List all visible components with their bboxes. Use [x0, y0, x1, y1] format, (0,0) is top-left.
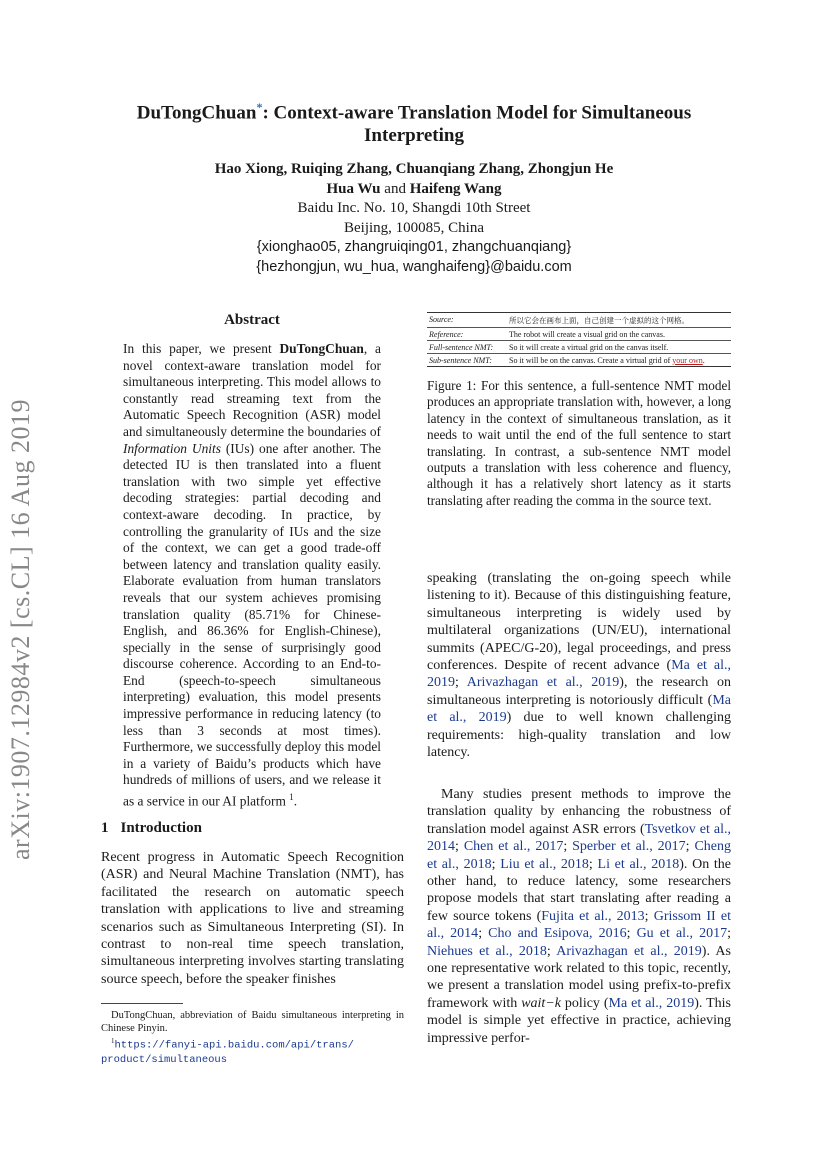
p2-text-a: Many studies present methods to improve the translation quality by enhancing the robustness of translation model against ASR errors ( — [427, 787, 731, 837]
title-line2: Interpreting — [364, 125, 464, 147]
citation-link[interactable]: Tsvetkov et al., 2014 — [427, 821, 731, 855]
right-paragraph-2: Many studies present methods to improve the translation quality by enhancing the robustness of translation model against ASR errors (Tsvetkov et al., 2014; Chen et al., 2017; Sperber et al., 2017; Cheng et al., 2018; Liu et al., 2018; Li et al., 2018). On the other hand, to reduce latency, some researchers propose models that start translating after reading a few source tokens (Fujita et al., 2013; Grissom II et al., 2014; Cho and Esipova, 2016; Gu et al., 2017; Niehues et al., 2018; Arivazhagan et al., 2019). As one representative work related to this topic, recently, we present a translation model using prefix-to-prefix framework with wait−k policy (Ma et al., 2019). This model is simple yet effective in practice, achieving impressive perfor- — [427, 787, 732, 1046]
citation-link[interactable]: Chen et al., 2017 — [463, 839, 564, 855]
affiliation-line2: Beijing, 100085, China — [344, 219, 484, 236]
citation-link[interactable]: Gu et al., 2017 — [636, 926, 728, 942]
row-text-end: . — [702, 355, 705, 365]
author-hua-wu: Hua Wu — [326, 180, 381, 197]
citation-link[interactable]: Cho and Esipova, 2016 — [488, 926, 627, 942]
citation-link[interactable]: Ma et al., 2019 — [427, 692, 731, 726]
paper-title — [0, 96, 828, 147]
section-title: Introduction — [120, 820, 202, 836]
row-text: So it will be on the canvas. Create a virtual grid of — [509, 355, 673, 365]
intro-paragraph — [101, 849, 404, 988]
title-footnote-mark[interactable]: * — [256, 100, 263, 114]
citation-link[interactable]: Cheng et al., 2018 — [427, 839, 732, 872]
wait-k-term: wait−k — [521, 995, 561, 1011]
section-heading-introduction — [101, 820, 401, 837]
row-text: The robot will create a visual grid on the canvas. — [509, 329, 665, 339]
title-main: DuTongChuan — [136, 102, 257, 124]
affiliation-line1: Baidu Inc. No. 10, Shangdi 10th Street — [297, 200, 531, 216]
p1-text-end: ) due to well known challenging requirements: high-quality translation and low latency. — [427, 710, 731, 761]
abstract-text-a: In this paper, we present — [123, 341, 280, 356]
row-label: Sub-sentence NMT: — [429, 355, 492, 365]
row-label: Full-sentence NMT: — [429, 342, 494, 352]
abstract-text-end: . — [293, 793, 298, 809]
footnote-rule — [101, 1003, 183, 1004]
p2-text-e: ). This model is simple yet effective in practice, achieving impressive perfor- — [427, 995, 731, 1046]
citation-link[interactable]: Fujita et al., 2013 — [541, 908, 645, 924]
row-text-composite — [507, 354, 731, 367]
table-row — [427, 354, 731, 367]
authors-and: and — [380, 180, 410, 197]
figure-1-caption: Figure 1: For this sentence, a full-sentence NMT model produces an appropriate translation with, however, a long latency in the context of simultaneous translation, as it needs to wait until the end of the full sentence to start translating. In contrast, a sub-sentence NMT model outputs a translation with less coherence and fluency, although it has a relatively short latency as it starts translating after reading the comma in the source text. — [427, 378, 731, 508]
figure-1-table — [427, 312, 731, 367]
citation-link[interactable]: Arivazhagan et al., 2019 — [556, 943, 702, 959]
table-row — [427, 313, 731, 328]
abstract-term: Information Units — [123, 440, 221, 456]
citation-link[interactable]: Sperber et al., 2017 — [572, 839, 686, 855]
abstract-system-name: DuTongChuan — [279, 341, 364, 356]
authors-line1: Hao Xiong, Ruiqing Zhang, Chuanqiang Zhang, Zhongjun He — [214, 161, 614, 177]
abstract-heading: Abstract — [224, 312, 280, 328]
citation-link[interactable]: Liu et al., 2018 — [500, 856, 589, 872]
footnote-url-b[interactable]: product/simultaneous — [101, 1053, 228, 1066]
p2-text-c: ). As one representative work related to this topic, recently, we present a translation model using prefix-to-prefix framework with — [427, 943, 731, 1011]
row-text: 所以它会在画布上面，自己创建一个虚拟的这个网格。 — [509, 315, 689, 325]
abstract-text-c: , a novel context-aware translation model for simultaneous interpreting. This model allows to constantly read streaming text from the Automatic Speech Recognition (ASR) model and simultaneously determine the boundaries of — [123, 341, 381, 439]
abstract-text-e: (IUs) one after another. The detected IU is then translated into a fluent translation with two simple yet effective decoding strategies: partial decoding and context-aware decoding. In practice, by controlling the granularity of IUs and the size of the context, we can get a good trade-off between latency and translation quality easily. Elaborate evaluation from human translators reveals that our system achieves promising translation quality (85.71% for Chinese-English, and 86.36% for English-Chinese), specially in the sense of surprisingly good discourse coherence. According to an End-to-End (speech-to-speech simultaneous interpreting) evaluation, this model presents impressive performance in reducing latency (to less than 3 seconds at most times). Furthermore, we successfully deploy this model in a variety of Baidu’s products which have hundreds of millions of users, and we release it as a service in our AI platform — [123, 440, 381, 809]
citation-separator: ; — [455, 675, 467, 691]
footnotes — [101, 1009, 404, 1067]
author-block — [0, 160, 828, 277]
citation-link[interactable]: Grissom II et al., 2014 — [427, 908, 731, 942]
section-number: 1 — [101, 820, 109, 836]
table-row — [427, 341, 731, 354]
p2-text-d: policy ( — [560, 995, 609, 1011]
citation-link[interactable]: Arivazhagan et al., 2019 — [466, 675, 620, 691]
abstract-footnote-link[interactable]: 1 — [289, 792, 294, 803]
citation-link[interactable]: Ma et al., 2019 — [608, 995, 695, 1011]
right-paragraph-1 — [427, 570, 731, 761]
abstract-body — [123, 341, 381, 810]
row-label: Reference: — [429, 329, 464, 339]
row-label: Source: — [429, 314, 454, 324]
footnote-star: DuTongChuan, abbreviation of Baidu simultaneous interpreting in Chinese Pinyin. — [101, 1010, 404, 1034]
citation-link[interactable]: Niehues et al., 2018 — [427, 943, 547, 959]
title-rest: : Context-aware Translation Model for Simultaneous — [262, 102, 692, 124]
row-text: So it will create a virtual grid on the canvas itself. — [509, 342, 669, 352]
author-haifeng-wang: Haifeng Wang — [409, 180, 502, 197]
p1-text-a: speaking (translating the on-going speech while listening to it). Because of this distinguishing feature, simultaneous interpreting is widely used by multilateral organizations (UN/EU), international summits (APEC/G-20), legal proceedings, and press conferences. Despite of recent advance ( — [427, 571, 731, 674]
p1-text-b: ), the research on simultaneous interpreting is notoriously difficult ( — [427, 675, 731, 708]
email-line1: {xionghao05, zhangruiqing01, zhangchuanqiang} — [256, 239, 572, 255]
citation-link[interactable]: Ma et al., 2019 — [427, 658, 732, 691]
email-line2: {hezhongjun, wu_hua, wanghaifeng}@baidu.com — [256, 258, 572, 275]
table-row — [427, 328, 731, 341]
footnote-1-mark: 1 — [111, 1037, 115, 1045]
arxiv-stamp: arXiv:1907.12984v2 [cs.CL] 16 Aug 2019 — [6, 399, 35, 860]
highlight-error: your own — [672, 355, 703, 365]
citation-link[interactable]: Li et al., 2018 — [597, 856, 680, 872]
intro-text: Recent progress in Automatic Speech Recognition (ASR) and Neural Machine Translation (NMT), has facilitated the research on automatic speech translation with applications to live and streaming scenarios such as Simultaneous Interpreting (SI). In contrast to non-real time speech translation, simultaneous interpreting involves starting translating source speech, before the speaker finishes — [101, 850, 404, 987]
p2-text-b: ). On the other hand, to reduce latency, some researchers propose models that start translating after reading a few source tokens ( — [427, 856, 732, 924]
footnote-url-a[interactable]: https://fanyi-api.baidu.com/api/trans/ — [114, 1039, 354, 1052]
